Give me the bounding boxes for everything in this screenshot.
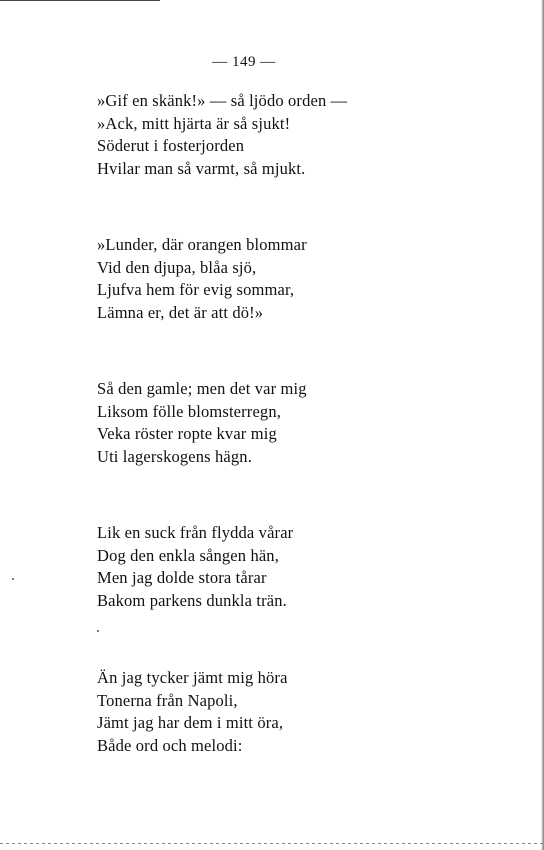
stanza-4 — [97, 522, 293, 612]
verse-line: Ljufva hem för evig sommar, — [97, 280, 295, 299]
verse-line: Jämt jag har dem i mitt öra, — [97, 713, 284, 732]
verse-line: Men jag dolde stora tårar — [97, 568, 267, 587]
verse-line: Både ord och melodi: — [97, 735, 243, 755]
verse-line: Så den gamle; men det var mig — [97, 379, 307, 398]
stanza-1 — [97, 90, 347, 180]
verse-line: »Lunder, där orangen blommar — [97, 235, 307, 254]
verse-line: Bakom parkens dunkla trän. — [97, 590, 287, 610]
top-edge-rule — [0, 0, 160, 1]
verse-line: »Gif en skänk!» — så ljödo orden — — [97, 91, 348, 110]
verse-line: »Ack, mitt hjärta är så sjukt! — [97, 113, 291, 133]
verse-line: Vid den djupa, blåa sjö, — [97, 257, 257, 277]
verse-line: Liksom fölle blomsterregn, — [97, 401, 281, 421]
verse-line: Dog den enkla sången hän, — [97, 545, 279, 565]
print-speck — [12, 578, 14, 580]
verse-line: Lik en suck från flydda vårar — [97, 523, 294, 542]
verse-line: Söderut i fosterjorden — [97, 136, 245, 155]
verse-line: Uti lagerskogens hägn. — [97, 446, 252, 466]
verse-line: Än jag tycker jämt mig höra — [97, 668, 288, 687]
print-speck — [97, 630, 99, 632]
verse-line: Hvilar man så varmt, så mjukt. — [97, 158, 306, 178]
stanza-3 — [97, 378, 307, 468]
stanza-5 — [97, 667, 288, 757]
page-number: — 149 — — [212, 54, 276, 70]
verse-line: Tonerna från Napoli, — [97, 690, 238, 710]
verse-line: Veka röster ropte kvar mig — [97, 424, 277, 443]
bottom-edge-rule — [0, 843, 544, 844]
verse-line: Lämna er, det är att dö!» — [97, 302, 264, 322]
stanza-2 — [97, 234, 307, 324]
